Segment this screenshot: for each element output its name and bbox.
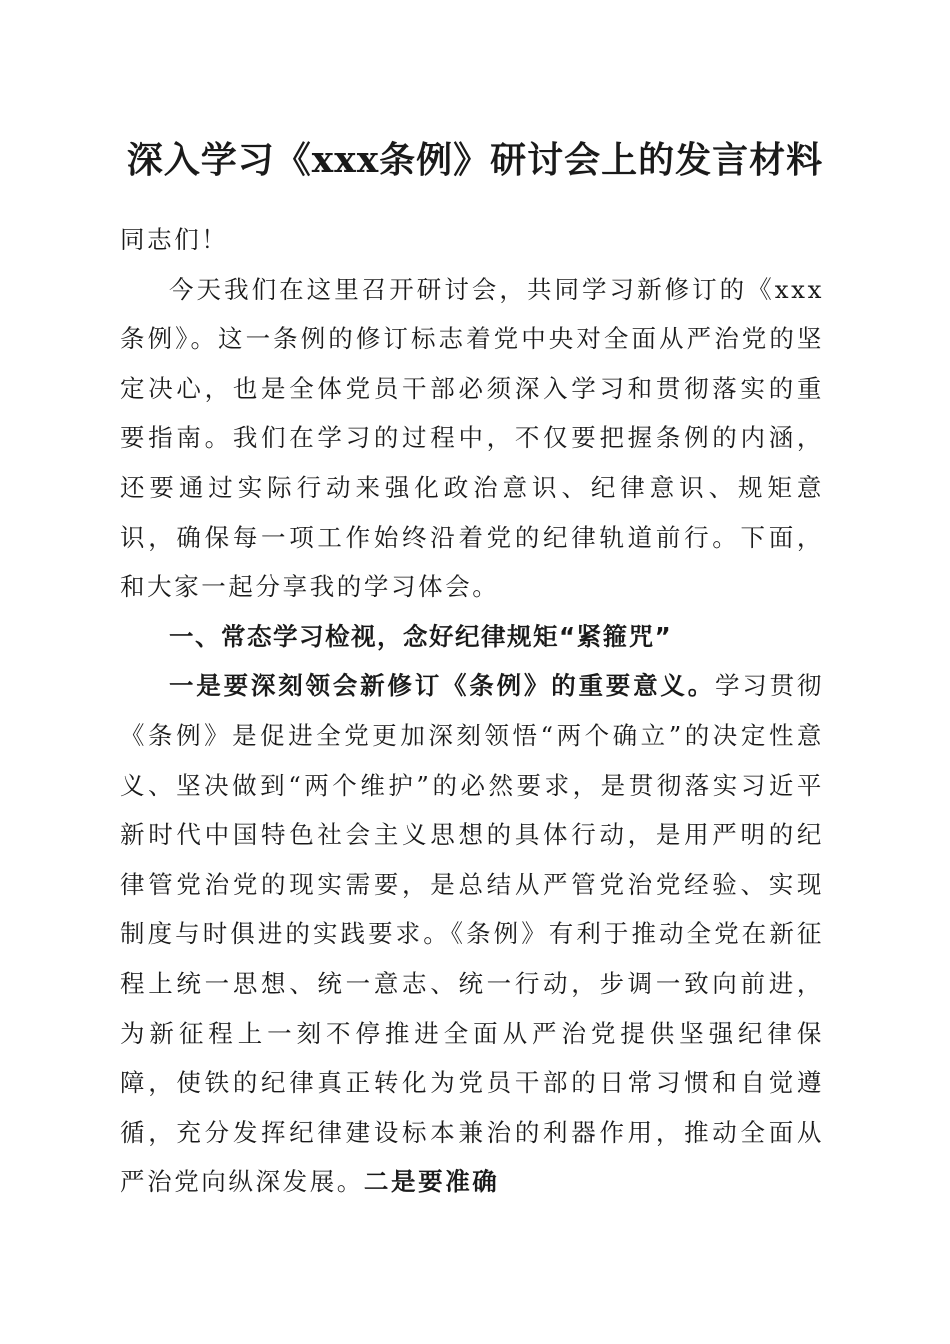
document-title: 深入学习《xxx条例》研讨会上的发言材料	[126, 139, 824, 181]
point-1-text: 学习贯彻《条例》是促进全党更加深刻领悟“两个确立”的决定性意义、坚决做到“两个维护”的必然要求，是贯彻落实习近平新时代中国特色社会主义思想的具体行动，是用严明的纪律管党治党的现实需要，是总结从严管党治党经验、实现制度与时俱进的实践要求。《条例》有利于推动全党在新征程上统一思想、统一意志、统一行动，步调一致向前进，为新征程上一刻不停推进全面从严治党提供坚强纪律保障，使铁的纪律真正转化为党员干部的日常习惯和自觉遵循，充分发挥纪律建设标本兼治的利器作用，推动全面从严治党向纵深发展。	[120, 671, 824, 1197]
document-body	[120, 215, 824, 1207]
point-paragraph	[120, 661, 824, 1207]
salutation: 同志们！	[120, 225, 229, 254]
intro-paragraph: 今天我们在这里召开研讨会，共同学习新修订的《xxx条例》。这一条例的修订标志着党中央对全面从严治党的坚定决心，也是全体党员干部必须深入学习和贯彻落实的重要指南。我们在学习的过程中，不仅要把握条例的内涵，还要通过实际行动来强化政治意识、纪律意识、规矩意识，确保每一项工作始终沿着党的纪律轨道前行。下面，和大家一起分享我的学习体会。	[120, 274, 824, 602]
point-2-lead: 二是要准确	[363, 1167, 500, 1197]
section-heading: 一、常态学习检视，念好纪律规矩“紧箍咒”	[169, 621, 673, 651]
point-1-lead: 一是要深刻领会新修订《条例》的重要意义。	[169, 671, 715, 701]
